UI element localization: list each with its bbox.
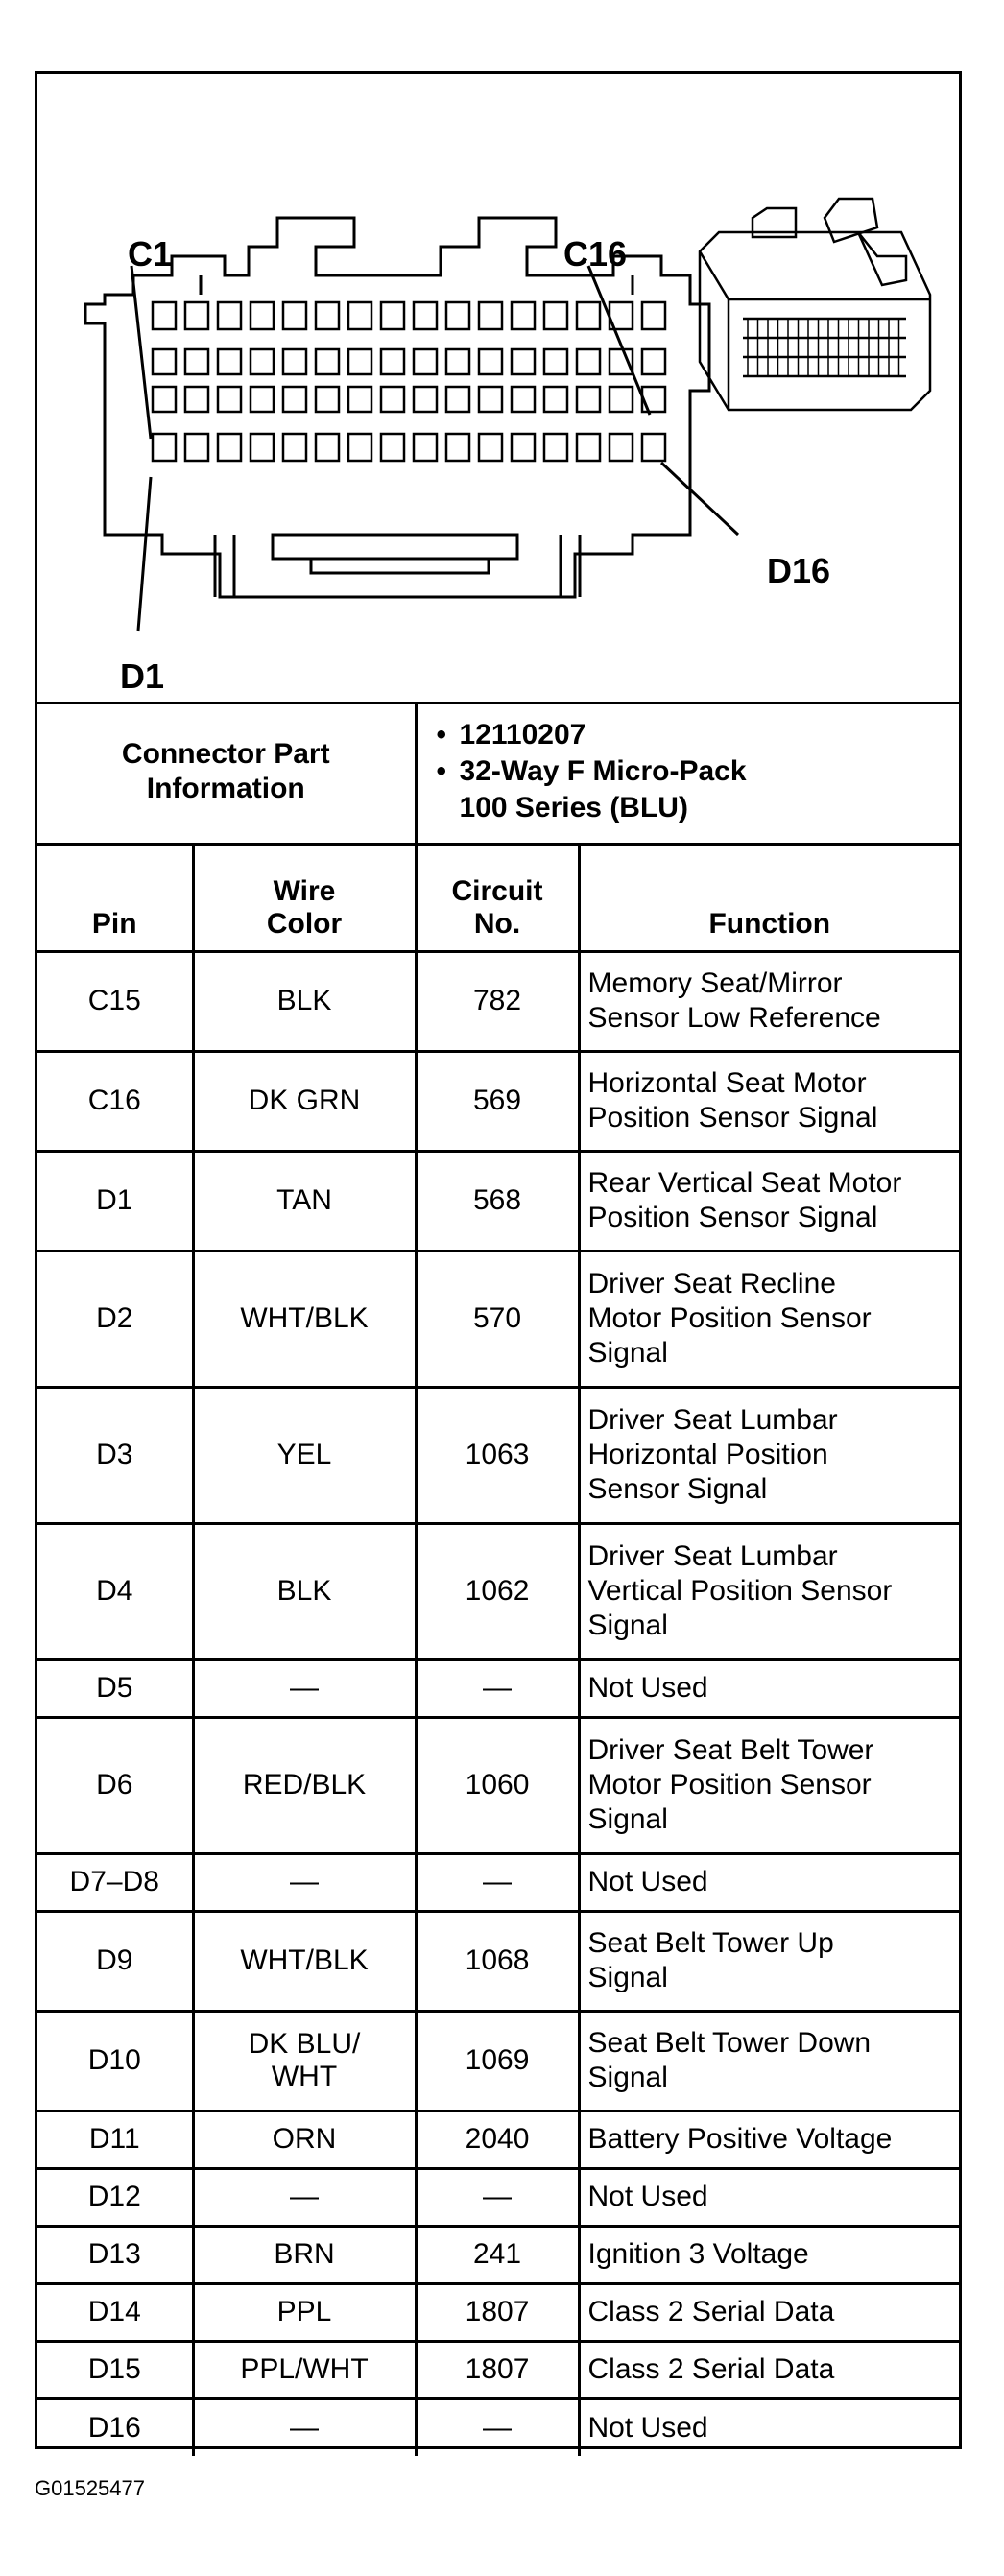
circuit-cell: 570 bbox=[416, 1251, 579, 1387]
pin-cavity bbox=[251, 349, 274, 374]
pin-cavity bbox=[446, 302, 469, 329]
wire-color-cell-line: BRN bbox=[274, 2238, 335, 2270]
function-cell-line: Not Used bbox=[587, 2411, 708, 2444]
circuit-cell: 1062 bbox=[416, 1523, 579, 1659]
connector-info-label-line2: Information bbox=[146, 773, 305, 805]
function-cell-line: Signal bbox=[587, 1610, 668, 1641]
pin-cavity bbox=[512, 434, 535, 461]
function-cell bbox=[579, 2398, 959, 2456]
pin-cavity bbox=[153, 302, 176, 329]
pin-cell: D2 bbox=[37, 1251, 193, 1387]
header-pin: Pin bbox=[37, 844, 193, 951]
table-row bbox=[37, 2111, 959, 2168]
function-cell-line: Not Used bbox=[587, 2181, 708, 2212]
circuit-cell: 1807 bbox=[416, 2341, 579, 2398]
pin-cavity bbox=[642, 434, 665, 461]
table-row bbox=[37, 951, 959, 1051]
function-cell bbox=[579, 951, 959, 1051]
function-cell-line: Horizontal Seat Motor bbox=[587, 1067, 867, 1099]
pin-cavity bbox=[544, 434, 567, 461]
wire-color-cell bbox=[193, 1151, 416, 1251]
function-cell bbox=[579, 2341, 959, 2398]
pin-cell: D1 bbox=[37, 1151, 193, 1251]
pin-cavity bbox=[544, 302, 567, 329]
part-number: 12110207 bbox=[459, 719, 586, 751]
connector-info-details bbox=[416, 702, 959, 844]
function-cell bbox=[579, 1387, 959, 1523]
pin-cavity bbox=[577, 349, 600, 374]
pin-cavity bbox=[479, 387, 502, 412]
wire-color-cell bbox=[193, 2226, 416, 2283]
function-cell-line: Vertical Position Sensor bbox=[587, 1575, 893, 1607]
pin-cavity bbox=[381, 434, 404, 461]
function-cell-line: Position Sensor Signal bbox=[587, 1102, 878, 1133]
pin-cavity bbox=[414, 349, 437, 374]
pin-cavity bbox=[479, 349, 502, 374]
connector-info-row bbox=[37, 702, 959, 844]
circuit-cell: 568 bbox=[416, 1151, 579, 1251]
function-cell bbox=[579, 1717, 959, 1853]
function-cell-line: Signal bbox=[587, 2062, 668, 2093]
pin-cavity bbox=[251, 387, 274, 412]
wire-color-cell-line: PPL/WHT bbox=[240, 2353, 369, 2385]
pin-cavity bbox=[153, 387, 176, 412]
pin-cavity bbox=[479, 302, 502, 329]
function-cell-line: Not Used bbox=[587, 1866, 708, 1897]
pin-cell: D16 bbox=[37, 2398, 193, 2456]
pin-cavity bbox=[185, 349, 208, 374]
function-cell bbox=[579, 2283, 959, 2341]
circuit-cell: 782 bbox=[416, 951, 579, 1051]
wire-color-cell bbox=[193, 951, 416, 1051]
function-cell bbox=[579, 2111, 959, 2168]
pin-cavity bbox=[414, 434, 437, 461]
function-cell bbox=[579, 1151, 959, 1251]
table-row bbox=[37, 1911, 959, 2011]
wire-color-cell bbox=[193, 1523, 416, 1659]
pin-cell: D5 bbox=[37, 1659, 193, 1717]
circuit-cell: 241 bbox=[416, 2226, 579, 2283]
table-row bbox=[37, 2283, 959, 2341]
pin-cavity bbox=[577, 434, 600, 461]
wire-color-cell-line: YEL bbox=[276, 1439, 332, 1470]
header-wire-color-line2: Color bbox=[266, 907, 343, 940]
pin-cell: D12 bbox=[37, 2168, 193, 2226]
connector-diagram bbox=[37, 74, 959, 704]
pin-cavity bbox=[446, 387, 469, 412]
pin-cavity bbox=[479, 434, 502, 461]
wire-color-cell-line: WHT bbox=[271, 2061, 338, 2092]
function-cell-line: Seat Belt Tower Up bbox=[587, 1927, 834, 1959]
pin-cavity bbox=[283, 349, 306, 374]
circuit-cell: — bbox=[416, 2168, 579, 2226]
pin-cavity bbox=[348, 387, 371, 412]
pin-cavity bbox=[348, 302, 371, 329]
wire-color-cell-line: TAN bbox=[276, 1184, 332, 1216]
function-cell-line: Ignition 3 Voltage bbox=[587, 2238, 809, 2270]
header-function: Function bbox=[579, 844, 959, 951]
wire-color-cell bbox=[193, 1853, 416, 1911]
pin-cavity bbox=[316, 387, 339, 412]
circuit-cell: — bbox=[416, 1853, 579, 1911]
table-row bbox=[37, 1717, 959, 1853]
pin-cavity bbox=[642, 302, 665, 329]
connector-description-line1: 32-Way F Micro-Pack bbox=[459, 755, 747, 788]
table-row bbox=[37, 1387, 959, 1523]
pin-cavity bbox=[577, 302, 600, 329]
wire-color-cell-line: BLK bbox=[276, 1575, 332, 1607]
function-cell-line: Driver Seat Recline bbox=[587, 1268, 836, 1300]
circuit-cell: 1069 bbox=[416, 2011, 579, 2111]
pin-cavity bbox=[642, 349, 665, 374]
function-cell-line: Motor Position Sensor bbox=[587, 1302, 872, 1334]
table-row bbox=[37, 1151, 959, 1251]
pin-cell: D3 bbox=[37, 1387, 193, 1523]
wire-color-cell bbox=[193, 2283, 416, 2341]
label-c16: C16 bbox=[563, 234, 628, 274]
pin-cavity bbox=[512, 302, 535, 329]
wire-color-cell bbox=[193, 1659, 416, 1717]
connector-info-label bbox=[37, 702, 416, 844]
table-row bbox=[37, 2168, 959, 2226]
table-row bbox=[37, 2341, 959, 2398]
circuit-cell: 1060 bbox=[416, 1717, 579, 1853]
pin-cavity-rows bbox=[153, 302, 665, 461]
function-cell-line: Motor Position Sensor bbox=[587, 1769, 872, 1801]
function-cell bbox=[579, 2011, 959, 2111]
wire-color-cell bbox=[193, 2168, 416, 2226]
wire-color-cell-line: — bbox=[290, 2181, 319, 2212]
pin-cavity bbox=[185, 387, 208, 412]
header-wire-color-line1: Wire bbox=[273, 874, 336, 907]
figure-id: G01525477 bbox=[35, 2476, 145, 2500]
wire-color-cell-line: WHT/BLK bbox=[240, 1944, 369, 1976]
pin-cell: D14 bbox=[37, 2283, 193, 2341]
table-row bbox=[37, 1659, 959, 1717]
wire-color-cell-line: ORN bbox=[272, 2123, 337, 2155]
header-circuit-line2: No. bbox=[473, 907, 521, 940]
pin-cavity bbox=[153, 434, 176, 461]
function-cell bbox=[579, 2226, 959, 2283]
label-c1: C1 bbox=[128, 234, 173, 274]
pin-cavity bbox=[218, 349, 241, 374]
pin-cell: D11 bbox=[37, 2111, 193, 2168]
pin-cavity bbox=[316, 349, 339, 374]
table-header-row bbox=[37, 844, 959, 951]
wire-color-cell bbox=[193, 1387, 416, 1523]
pin-cavity bbox=[381, 349, 404, 374]
pin-cavity bbox=[577, 387, 600, 412]
wire-color-cell-line: — bbox=[290, 1866, 319, 1897]
pin-cavity bbox=[414, 302, 437, 329]
function-cell-line: Position Sensor Signal bbox=[587, 1202, 878, 1233]
pin-cell: C15 bbox=[37, 951, 193, 1051]
wire-color-cell-line: — bbox=[290, 1672, 319, 1704]
table-row bbox=[37, 2226, 959, 2283]
function-cell-line: Not Used bbox=[587, 1672, 708, 1704]
pin-cavity bbox=[414, 387, 437, 412]
table-row bbox=[37, 1523, 959, 1659]
circuit-cell: — bbox=[416, 1659, 579, 1717]
function-cell-line: Driver Seat Lumbar bbox=[587, 1404, 838, 1436]
pin-cavity bbox=[348, 349, 371, 374]
pin-cavity bbox=[544, 349, 567, 374]
pin-cell: D15 bbox=[37, 2341, 193, 2398]
table-row bbox=[37, 1853, 959, 1911]
wire-color-cell bbox=[193, 1911, 416, 2011]
circuit-cell: 1063 bbox=[416, 1387, 579, 1523]
pin-cell: D10 bbox=[37, 2011, 193, 2111]
pin-cavity bbox=[512, 349, 535, 374]
pin-cavity bbox=[381, 387, 404, 412]
circuit-cell: 569 bbox=[416, 1051, 579, 1151]
pin-cavity bbox=[283, 434, 306, 461]
pin-cavity bbox=[218, 302, 241, 329]
pin-cavity bbox=[512, 387, 535, 412]
pin-cavity bbox=[610, 434, 633, 461]
pin-cavity bbox=[185, 434, 208, 461]
pin-cell: D9 bbox=[37, 1911, 193, 2011]
header-wire-color bbox=[193, 844, 416, 951]
bullet: • bbox=[436, 755, 447, 788]
wire-color-cell bbox=[193, 2341, 416, 2398]
function-cell bbox=[579, 1853, 959, 1911]
wire-color-cell bbox=[193, 2398, 416, 2456]
wire-color-cell bbox=[193, 1717, 416, 1853]
function-cell-line: Class 2 Serial Data bbox=[587, 2296, 835, 2327]
wire-color-cell-line: WHT/BLK bbox=[240, 1302, 369, 1334]
pin-cell: D4 bbox=[37, 1523, 193, 1659]
table-row bbox=[37, 1251, 959, 1387]
wire-color-cell bbox=[193, 2011, 416, 2111]
function-cell-line: Horizontal Position bbox=[587, 1439, 828, 1470]
wire-color-cell-line: RED/BLK bbox=[242, 1769, 367, 1801]
function-cell bbox=[579, 1659, 959, 1717]
pin-cavity bbox=[251, 434, 274, 461]
pinout-table bbox=[37, 702, 959, 2456]
pin-cavity bbox=[316, 302, 339, 329]
function-cell-line: Sensor Signal bbox=[587, 1473, 768, 1505]
label-d16: D16 bbox=[767, 551, 831, 590]
header-circuit-no bbox=[416, 844, 579, 951]
function-cell-line: Sensor Low Reference bbox=[587, 1002, 881, 1034]
function-cell-line: Memory Seat/Mirror bbox=[587, 967, 843, 999]
pin-cavity bbox=[251, 302, 274, 329]
function-cell bbox=[579, 1911, 959, 2011]
wire-color-cell-line: DK BLU/ bbox=[248, 2028, 361, 2060]
pin-cavity bbox=[446, 349, 469, 374]
pin-cavity bbox=[153, 349, 176, 374]
function-cell bbox=[579, 1523, 959, 1659]
pin-cavity bbox=[218, 434, 241, 461]
pin-cavity bbox=[446, 434, 469, 461]
pin-cell: C16 bbox=[37, 1051, 193, 1151]
pin-cavity bbox=[316, 434, 339, 461]
wire-color-cell-line: — bbox=[290, 2411, 319, 2444]
function-cell-line: Seat Belt Tower Down bbox=[587, 2027, 872, 2059]
header-circuit-line1: Circuit bbox=[451, 874, 543, 907]
pin-cell: D6 bbox=[37, 1717, 193, 1853]
function-cell-line: Signal bbox=[587, 1962, 668, 1993]
circuit-cell: — bbox=[416, 2398, 579, 2456]
function-cell bbox=[579, 2168, 959, 2226]
wire-color-cell-line: DK GRN bbox=[248, 1085, 361, 1116]
function-cell bbox=[579, 1251, 959, 1387]
pin-cavity bbox=[185, 302, 208, 329]
function-cell-line: Driver Seat Lumbar bbox=[587, 1540, 838, 1572]
function-cell-line: Class 2 Serial Data bbox=[587, 2353, 835, 2385]
wire-color-cell bbox=[193, 1051, 416, 1151]
function-cell-line: Rear Vertical Seat Motor bbox=[587, 1167, 902, 1199]
pin-cell: D7–D8 bbox=[37, 1853, 193, 1911]
connector-3d-thumbnail bbox=[700, 199, 930, 410]
function-cell-line: Battery Positive Voltage bbox=[587, 2123, 893, 2155]
connector-description-line2: 100 Series (BLU) bbox=[459, 792, 688, 824]
circuit-cell: 1068 bbox=[416, 1911, 579, 2011]
table-row bbox=[37, 2011, 959, 2111]
circuit-cell: 1807 bbox=[416, 2283, 579, 2341]
label-d1: D1 bbox=[120, 656, 165, 696]
wire-color-cell-line: PPL bbox=[276, 2296, 332, 2327]
wire-color-cell bbox=[193, 2111, 416, 2168]
pin-cavity bbox=[348, 434, 371, 461]
connector-figure bbox=[35, 71, 962, 2449]
function-cell-line: Signal bbox=[587, 1337, 668, 1369]
wire-color-cell-line: BLK bbox=[276, 985, 332, 1016]
pin-cavity bbox=[218, 387, 241, 412]
pin-cell: D13 bbox=[37, 2226, 193, 2283]
bullet: • bbox=[436, 719, 447, 751]
connector-info-label-line1: Connector Part bbox=[121, 738, 330, 771]
pin-cavity bbox=[381, 302, 404, 329]
function-cell-line: Driver Seat Belt Tower bbox=[587, 1734, 874, 1766]
connector-face-drawing bbox=[37, 74, 959, 702]
table-row bbox=[37, 2398, 959, 2456]
pin-cavity bbox=[610, 387, 633, 412]
pin-cavity bbox=[283, 302, 306, 329]
pin-cavity bbox=[283, 387, 306, 412]
circuit-cell: 2040 bbox=[416, 2111, 579, 2168]
wire-color-cell bbox=[193, 1251, 416, 1387]
function-cell-line: Signal bbox=[587, 1803, 668, 1835]
table-row bbox=[37, 1051, 959, 1151]
pin-cavity bbox=[544, 387, 567, 412]
function-cell bbox=[579, 1051, 959, 1151]
